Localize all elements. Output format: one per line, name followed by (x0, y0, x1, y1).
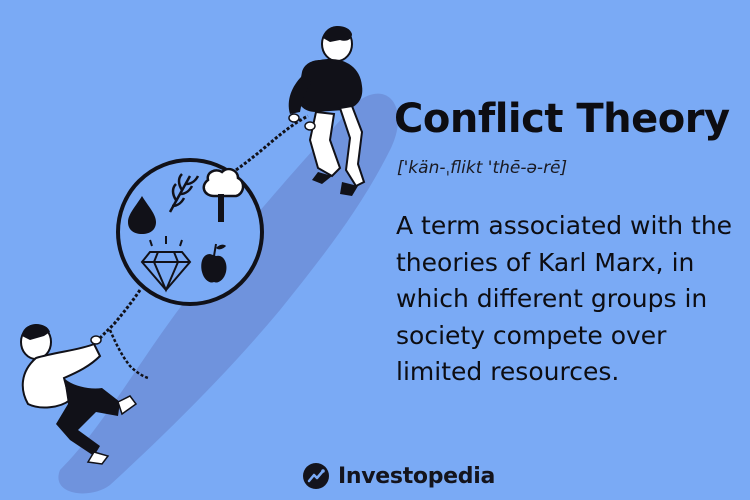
investopedia-logo-icon (302, 462, 330, 490)
resources-circle (118, 160, 262, 304)
rope-lower (96, 290, 140, 342)
brand-logo (302, 461, 495, 491)
page-title: Conflict Theory (394, 96, 730, 142)
rope-upper (236, 116, 308, 170)
brand-name: Investopedia (338, 463, 496, 489)
definition-text: A term associated with the theories of Karl Marx, in which different groups in society compete over limited resources. (396, 211, 733, 386)
pronunciation: ['kän-ˌflikt 'thē-ə-rē] (397, 158, 568, 178)
